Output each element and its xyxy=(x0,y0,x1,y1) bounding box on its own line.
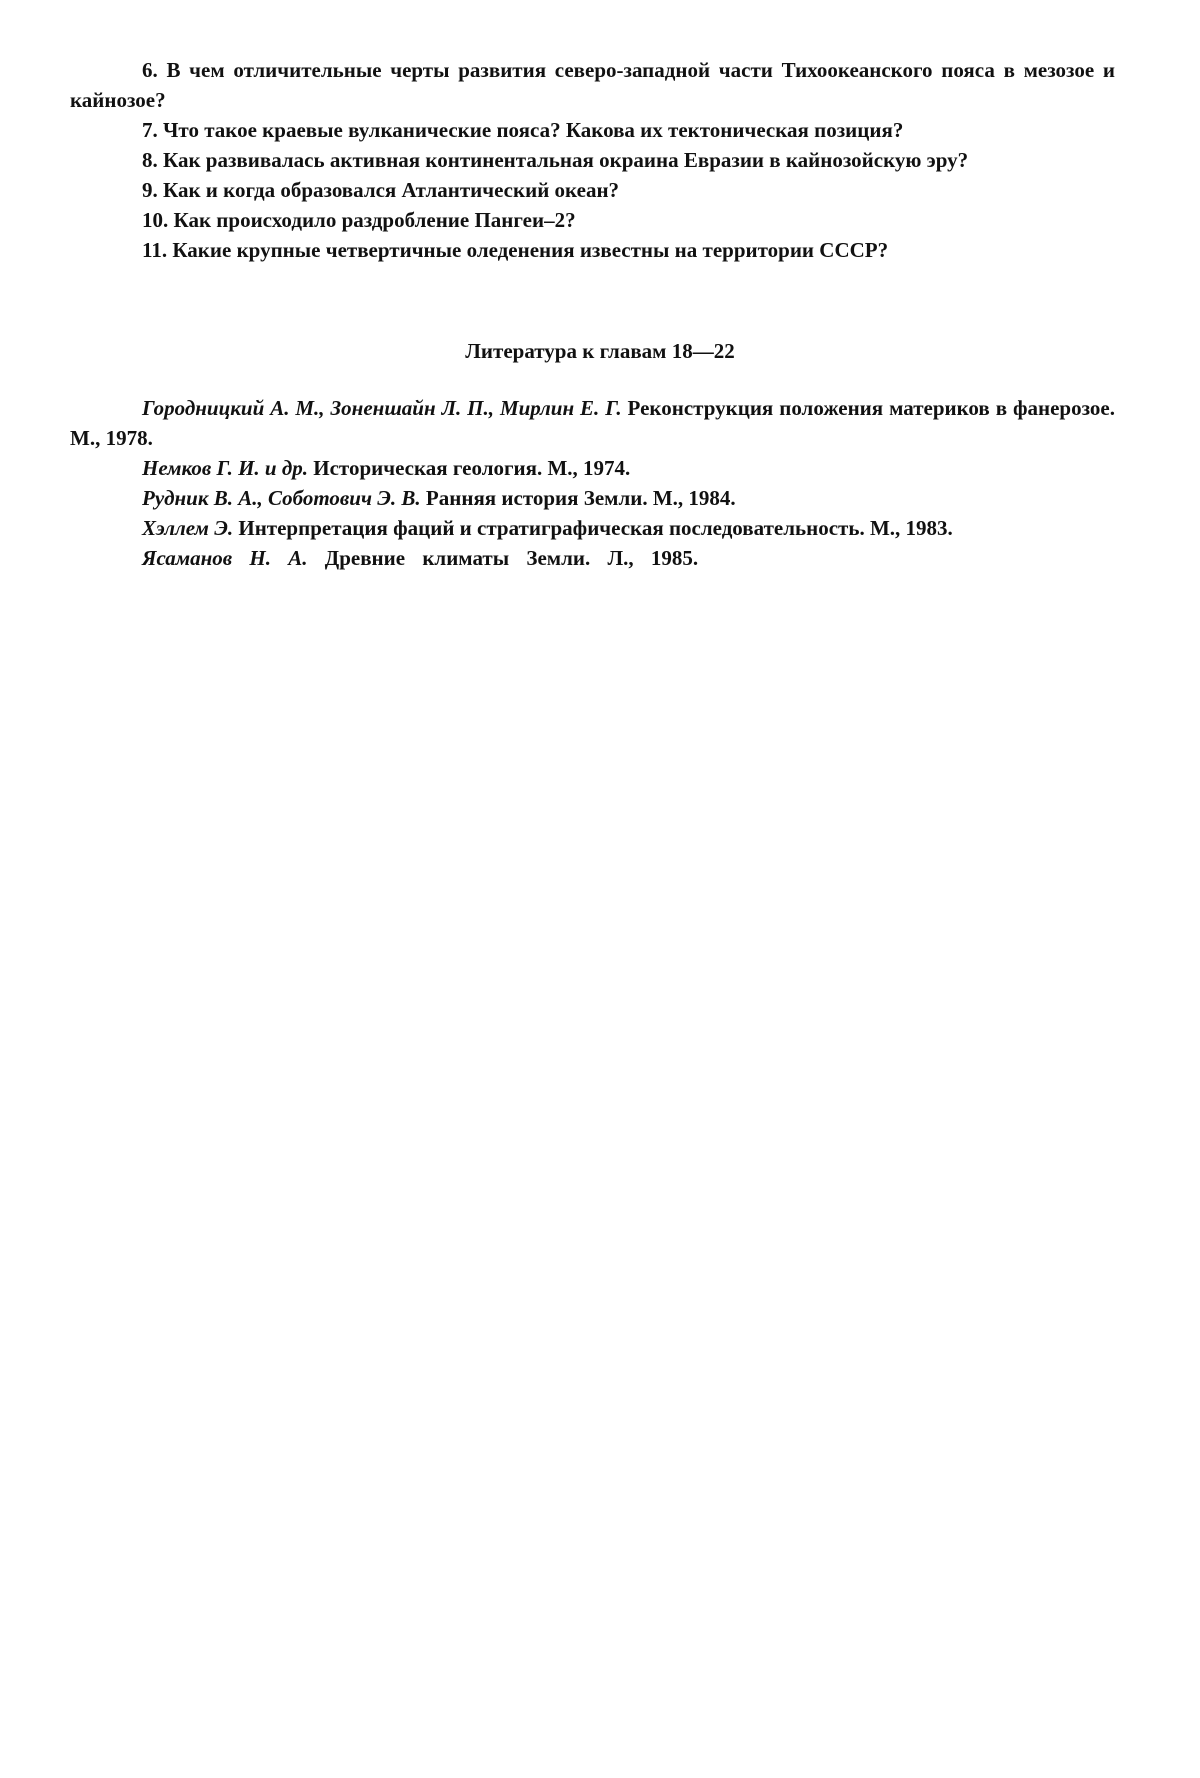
question-number: 7. xyxy=(142,118,158,142)
question-item xyxy=(70,55,1115,115)
question-text: Как развивалась активная континентальная окраина Евразии в кайнозойскую эру? xyxy=(163,148,969,172)
reference-item xyxy=(70,513,1115,543)
question-text: Как происходило раздробление Пангеи–2? xyxy=(173,208,576,232)
reference-title: Древние климаты Земли. Л., 1985. xyxy=(324,546,699,570)
reference-author: Ясаманов Н. А. xyxy=(142,546,308,570)
question-number: 9. xyxy=(142,178,158,202)
question-item xyxy=(70,235,1115,265)
literature-heading: Литература к главам 18—22 xyxy=(465,339,735,363)
reference-author: Немков Г. И. и др. xyxy=(142,456,309,480)
question-item xyxy=(70,175,1115,205)
reference-author: Городницкий А. М., Зоненшайн Л. П., Мирлин Е. Г. xyxy=(142,396,622,420)
question-number: 11. xyxy=(142,238,168,262)
reference-title: Историческая геология. М., 1974. xyxy=(313,456,631,480)
reference-item xyxy=(70,483,1115,513)
review-questions xyxy=(70,55,1115,265)
literature-list xyxy=(70,393,1115,573)
reference-title: Ранняя история Земли. М., 1984. xyxy=(425,486,736,510)
question-text: Как и когда образовался Атлантический океан? xyxy=(163,178,620,202)
reference-author: Хэллем Э. xyxy=(142,516,234,540)
question-text: В чем отличительные черты развития северо-западной части Тихоокеанского пояса в мезозое и кайнозое? xyxy=(70,58,1116,112)
question-item xyxy=(70,115,1115,145)
question-text: Какие крупные четвертичные оледенения известны на территории СССР? xyxy=(172,238,889,262)
question-item xyxy=(70,145,1115,175)
reference-item xyxy=(70,453,1115,483)
question-number: 10. xyxy=(142,208,169,232)
question-item xyxy=(70,205,1115,235)
question-text: Что такое краевые вулканические пояса? Какова их тектоническая позиция? xyxy=(163,118,904,142)
question-number: 8. xyxy=(142,148,158,172)
reference-item xyxy=(70,543,1115,573)
question-number: 6. xyxy=(142,58,158,82)
reference-title: Реконструкция положения материков в фанерозое. М., 1978. xyxy=(70,396,1115,450)
reference-title: Интерпретация фаций и стратиграфическая последовательность. М., 1983. xyxy=(238,516,953,540)
reference-author: Рудник В. А., Соботович Э. В. xyxy=(142,486,421,510)
reference-item xyxy=(70,393,1115,453)
